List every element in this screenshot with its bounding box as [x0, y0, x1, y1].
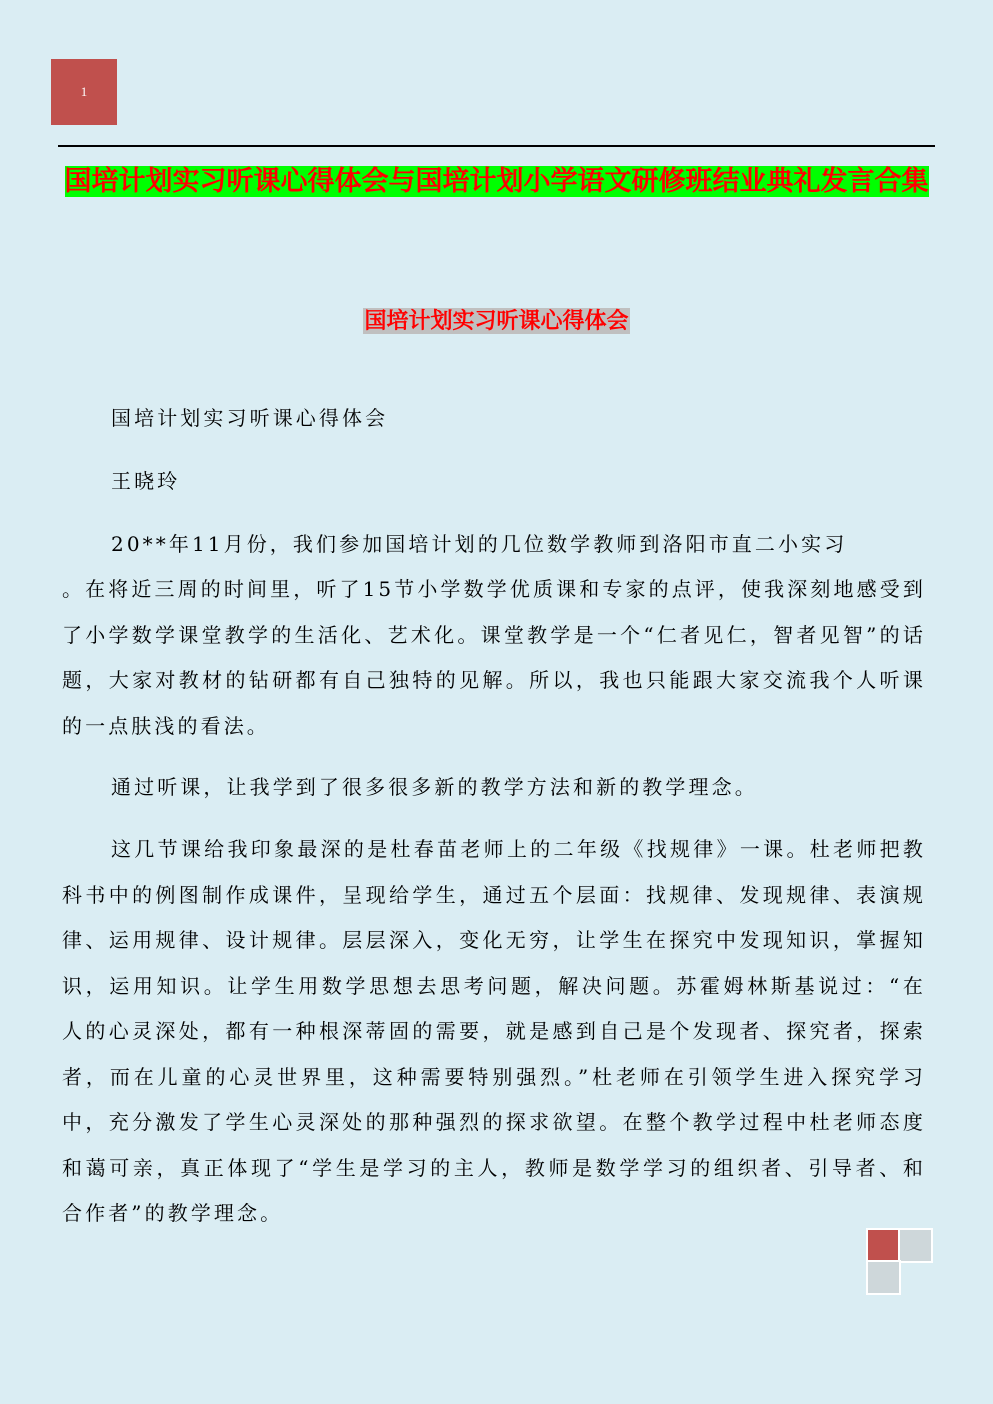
header-divider — [58, 145, 935, 147]
paragraph-lesson: 这几节课给我印象最深的是杜春苗老师上的二年级《找规律》一课。杜老师把教科书中的例图制作成课件，呈现给学生，通过五个层面：找规律、发现规律、表演规律、运用规律、设计规律。层层深入，变化无穷，让学生在探究中发现知识，掌握知识，运用知识。让学生用数学思想去思考问题，解决问题。苏霍姆林斯基说过：“在人的心灵深处，都有一种根深蒂固的需要，就是感到自己是个发现者、探究者，探索者，而在儿童的心灵世界里，这种需要特别强烈。”杜老师在引领学生进入探究学习中，充分激发了学生心灵深处的那种强烈的探求欲望。在整个教学过程中杜老师态度和蔼可亲，真正体现了“学生是学习的主人，教师是数学学习的组织者、引导者、和合作者”的教学理念。 — [62, 837, 926, 1225]
page-number-badge — [51, 59, 117, 125]
document-title — [60, 163, 933, 200]
document-title-text: 国培计划实习听课心得体会与国培计划小学语文研修班结业典礼发言合集 — [64, 166, 929, 197]
decorative-square-gray — [866, 1260, 901, 1295]
decorative-square-red — [866, 1228, 901, 1263]
paragraph-intro-line: 20**年11月份，我们参加国培计划的几位数学教师到洛阳市直二小实习 — [111, 532, 848, 556]
paragraph-subtitle: 国培计划实习听课心得体会 — [111, 406, 389, 430]
decorative-square-gray — [898, 1228, 933, 1263]
decorative-squares — [866, 1228, 934, 1294]
paragraph-learning: 通过听课，让我学到了很多很多新的教学方法和新的教学理念。 — [111, 775, 758, 799]
section-heading-text: 国培计划实习听课心得体会 — [364, 308, 629, 334]
paragraph-intro-body: 。在将近三周的时间里，听了15节小学数学优质课和专家的点评，使我深刻地感受到了小学数学课堂教学的生活化、艺术化。课堂教学是一个“仁者见仁，智者见智”的话题，大家对教材的钻研都有自己独特的见解。所以，我也只能跟大家交流我个人听课的一点肤浅的看法。 — [62, 577, 926, 738]
section-heading — [0, 306, 993, 336]
page-number: 1 — [80, 84, 88, 99]
paragraph-author: 王晓玲 — [111, 469, 181, 493]
